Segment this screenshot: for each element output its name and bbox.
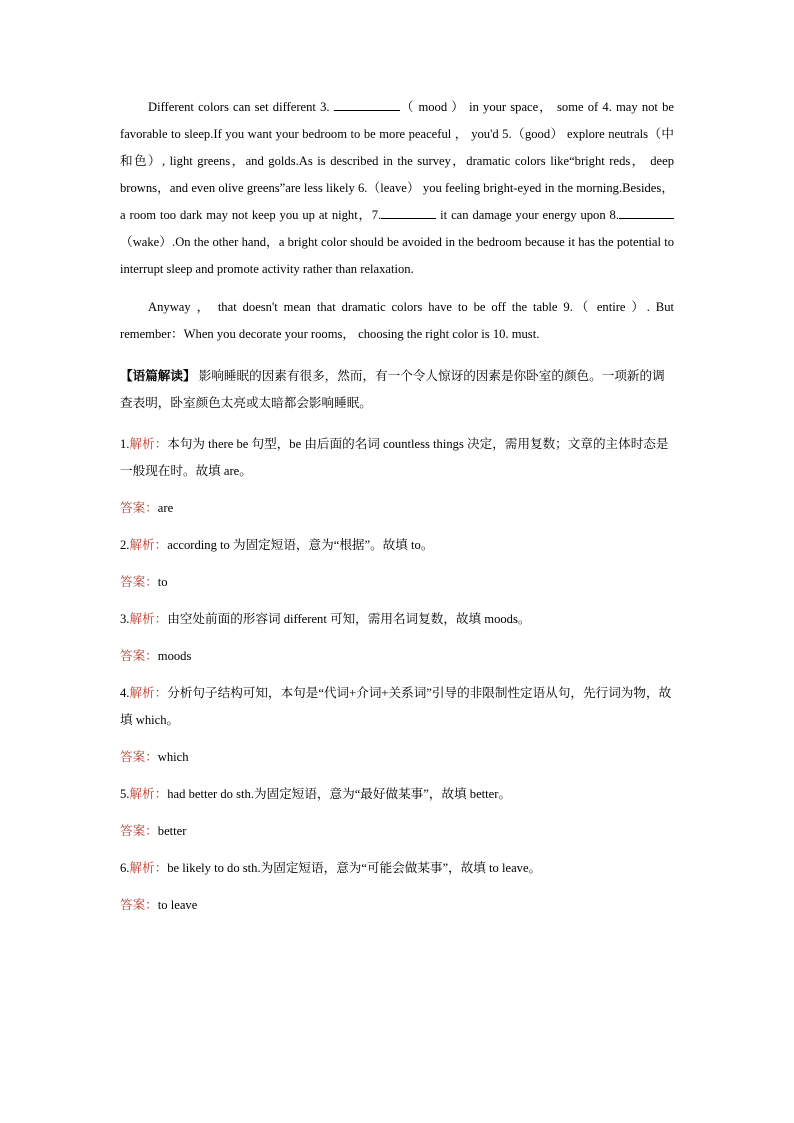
answer-label: 答案： [120, 649, 158, 663]
answer-label: 答案： [120, 750, 158, 764]
explanation-item [120, 532, 674, 559]
explanation-text: be likely to do sth.为固定短语，意为“可能会做某事”，故填 to leave。 [167, 861, 542, 875]
reading-summary [120, 363, 674, 417]
answer-label: 答案： [120, 898, 158, 912]
answer-value: to leave [157, 898, 198, 912]
answer-line [120, 572, 674, 592]
explanation-label: 解析： [129, 686, 168, 700]
passage-text: it can damage your energy upon 8. [436, 208, 619, 222]
item-number: 1. [120, 437, 130, 451]
explanation-label: 解析： [129, 787, 168, 801]
answer-label: 答案： [120, 575, 158, 589]
answer-label: 答案： [120, 501, 158, 515]
passage-paragraph-2 [120, 294, 674, 348]
passage-text: （ mood ） in your space， some of 4. may not be favorable to sleep.If you want your bedroom to be more peaceful ， you'd 5.（good） explore neutrals（中和色）, light greens，and golds.As is described in the survey，dramatic colors like“bright reds， deep browns，and even olive greens”are less likely 6.（leave） you feeling bright-eyed in the morning.Besides，a room too dark may not keep you up at night，7. [120, 100, 674, 222]
explanation-label: 解析： [129, 861, 168, 875]
passage-text: Different colors can set different 3. [148, 100, 334, 114]
passage-text: Anyway ， that doesn't mean that dramatic colors have to be off the table 9.（ entire ）. But remember：When you decorate your rooms， choosing the right color is 10. must. [120, 300, 674, 341]
explanation-item [120, 431, 674, 485]
passage-text: （wake）.On the other hand，a bright color should be avoided in the bedroom because it has the potential to interrupt sleep and promote activity rather than relaxation. [120, 235, 674, 276]
explanation-text: 分析句子结构可知，本句是“代词+介词+关系词”引导的非限制性定语从句，先行词为物，故填 which。 [120, 686, 672, 727]
blank-3 [334, 98, 400, 111]
answer-line [120, 895, 674, 915]
answer-value: to [157, 575, 168, 589]
answer-value: moods [157, 649, 192, 663]
reading-tag: 【语篇解读】 [120, 369, 196, 383]
explanation-text: according to 为固定短语，意为“根据”。故填 to。 [167, 538, 434, 552]
answer-value: which [157, 750, 189, 764]
explanation-item [120, 855, 674, 882]
explanation-text: had better do sth.为固定短语，意为“最好做某事”，故填 better。 [167, 787, 512, 801]
explanation-label: 解析： [129, 538, 168, 552]
answer-line [120, 646, 674, 666]
explanation-item [120, 680, 674, 734]
document-page [120, 94, 674, 915]
answer-line [120, 498, 674, 518]
answer-label: 答案： [120, 824, 158, 838]
passage-paragraph-1 [120, 94, 674, 283]
item-number: 5. [120, 787, 130, 801]
item-number: 3. [120, 612, 130, 626]
explanation-label: 解析： [129, 612, 168, 626]
answer-value: are [157, 501, 174, 515]
item-number: 6. [120, 861, 130, 875]
blank-8 [619, 206, 674, 219]
answer-value: better [157, 824, 187, 838]
answer-line [120, 821, 674, 841]
explanation-list [120, 431, 674, 915]
explanation-text: 由空处前面的形容词 different 可知，需用名词复数，故填 moods。 [167, 612, 531, 626]
item-number: 4. [120, 686, 130, 700]
blank-7 [381, 206, 436, 219]
explanation-item [120, 781, 674, 808]
reading-text: 影响睡眠的因素有很多，然而，有一个令人惊讶的因素是你卧室的颜色。一项新的调查表明，卧室颜色太亮或太暗都会影响睡眠。 [120, 369, 665, 410]
item-number: 2. [120, 538, 130, 552]
explanation-text: 本句为 there be 句型，be 由后面的名词 countless things 决定，需用复数；文章的主体时态是一般现在时。故填 are。 [120, 437, 669, 478]
answer-line [120, 747, 674, 767]
explanation-item [120, 606, 674, 633]
explanation-label: 解析： [129, 437, 168, 451]
